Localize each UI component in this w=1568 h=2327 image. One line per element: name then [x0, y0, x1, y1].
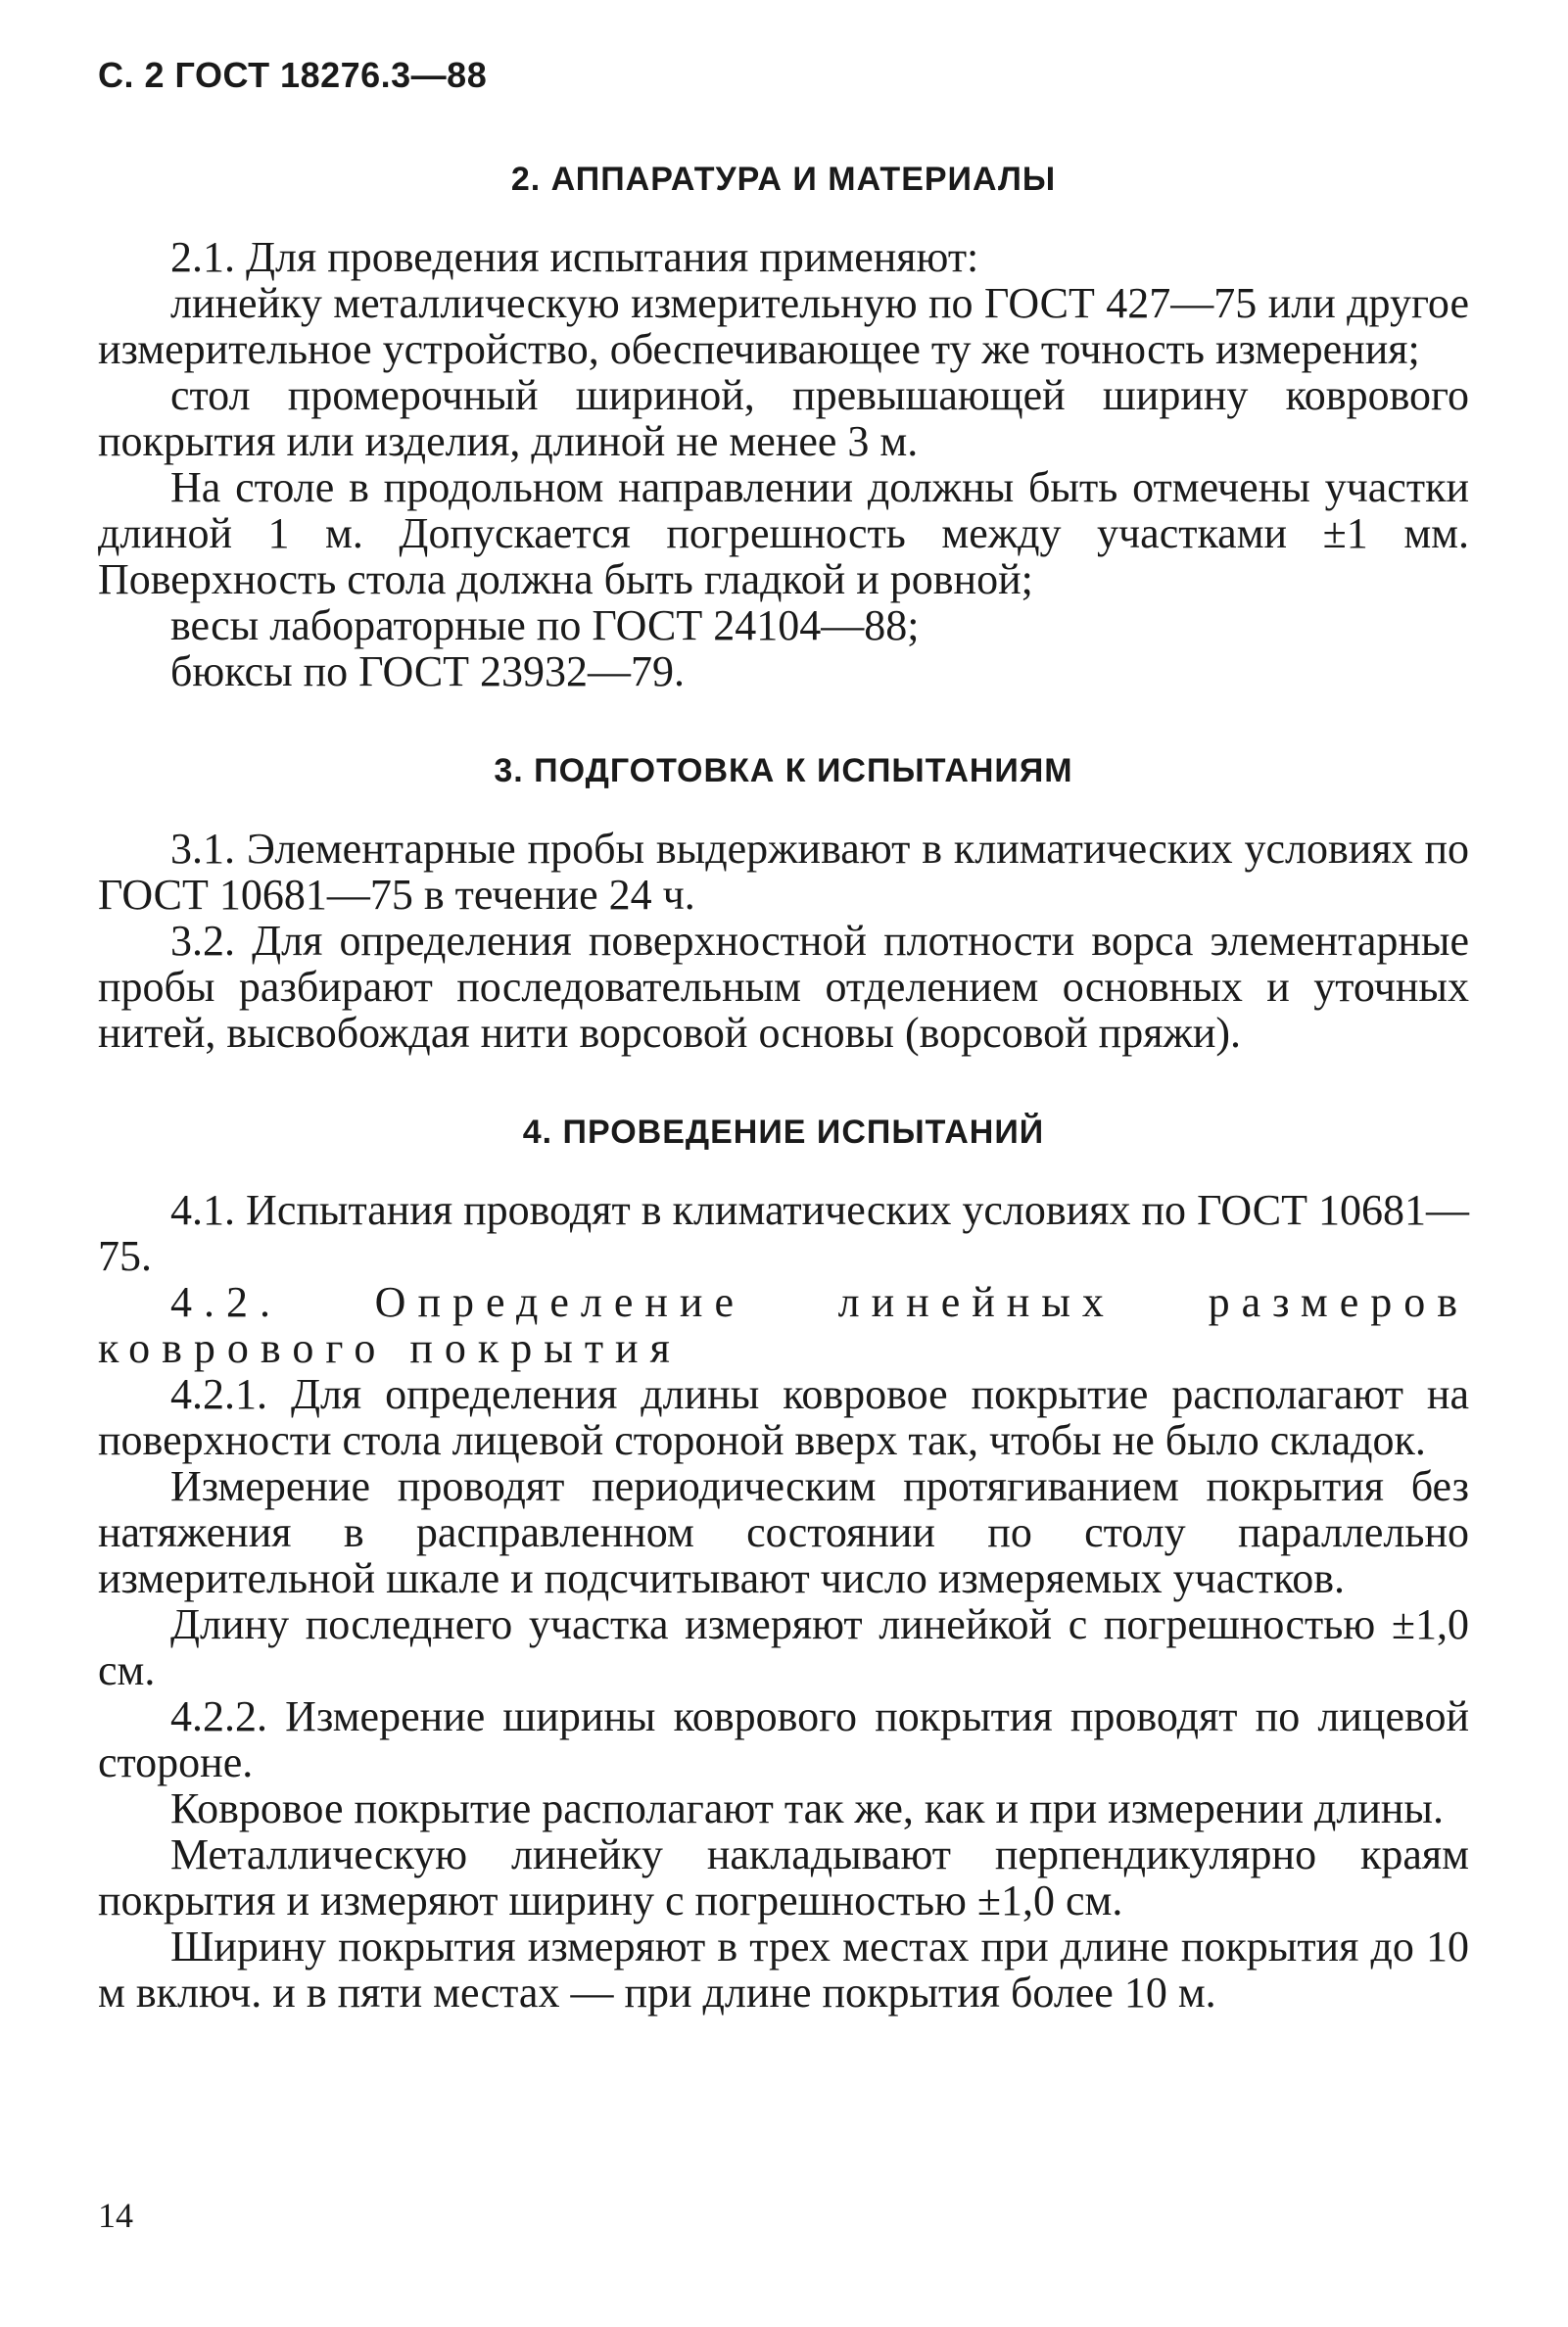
running-head: С. 2 ГОСТ 18276.3—88: [98, 55, 488, 95]
document-page: [98, 54, 1469, 2016]
paragraph: На столе в продольном направлении должны быть отмечены участки длиной 1 м. Допускается погрешность между участками ±1 мм. Поверхность стола должна быть гладкой и ровной;: [98, 463, 1469, 603]
section-title: 2. АППАРАТУРА И МАТЕРИАЛЫ: [510, 161, 1057, 198]
section-spacer: [98, 694, 1469, 749]
page-number: 14: [98, 2196, 133, 2235]
section-spacer: [98, 1056, 1469, 1111]
paragraph: Ковровое покрытие располагают так же, как и при измерении длины.: [170, 1784, 1444, 1832]
paragraph: 3.2. Для определения поверхностной плотности ворса элементарные пробы разбирают последовательным отделением основных и уточных нитей, высвобождая нити ворсовой основы (ворсовой пряжи).: [98, 917, 1469, 1057]
paragraph: 4.1. Испытания проводят в климатических условиях по ГОСТ 10681—75.: [98, 1186, 1469, 1280]
paragraph: Металлическую линейку накладывают перпендикулярно краям покрытия и измеряют ширину с погрешностью ±1,0 см.: [98, 1830, 1469, 1924]
section-apparatus: [98, 158, 1469, 694]
section-testing: [98, 1111, 1469, 2016]
paragraph: весы лабораторные по ГОСТ 24104—88;: [170, 601, 920, 649]
section-title: 3. ПОДГОТОВКА К ИСПЫТАНИЯМ: [494, 752, 1073, 789]
paragraph: Длину последнего участка измеряют линейкой с погрешностью ±1,0 см.: [98, 1600, 1469, 1694]
paragraph: 3.1. Элементарные пробы выдерживают в климатических условиях по ГОСТ 10681—75 в течение 24 ч.: [98, 825, 1469, 919]
paragraph: Ширину покрытия измеряют в трех местах при длине покрытия до 10 м включ. и в пяти местах — при длине покрытия более 10 м.: [98, 1923, 1469, 2017]
paragraph: стол промерочный шириной, превышающей ширину коврового покрытия или изделия, длиной не менее 3 м.: [98, 371, 1469, 465]
paragraph: линейку металлическую измерительную по ГОСТ 427—75 или другое измерительное устройство, обеспечивающее ту же точность измерения;: [98, 279, 1469, 373]
subsection-heading: 4.2. Определение линейных размеров коврового покрытия: [98, 1278, 1469, 1372]
section-preparation: [98, 749, 1469, 1056]
paragraph: 2.1. Для проведения испытания применяют:: [170, 233, 979, 281]
paragraph: бюксы по ГОСТ 23932—79.: [170, 647, 686, 695]
paragraph: 4.2.1. Для определения длины ковровое покрытие располагают на поверхности стола лицевой стороной вверх так, чтобы не было складок.: [98, 1370, 1469, 1464]
section-title: 4. ПРОВЕДЕНИЕ ИСПЫТАНИЙ: [522, 1114, 1045, 1151]
paragraph: 4.2.2. Измерение ширины коврового покрытия проводят по лицевой стороне.: [98, 1692, 1469, 1786]
paragraph: Измерение проводят периодическим протягиванием покрытия без натяжения в расправленном состоянии по столу параллельно измерительной шкале и подсчитывают число измеряемых участков.: [98, 1462, 1469, 1602]
